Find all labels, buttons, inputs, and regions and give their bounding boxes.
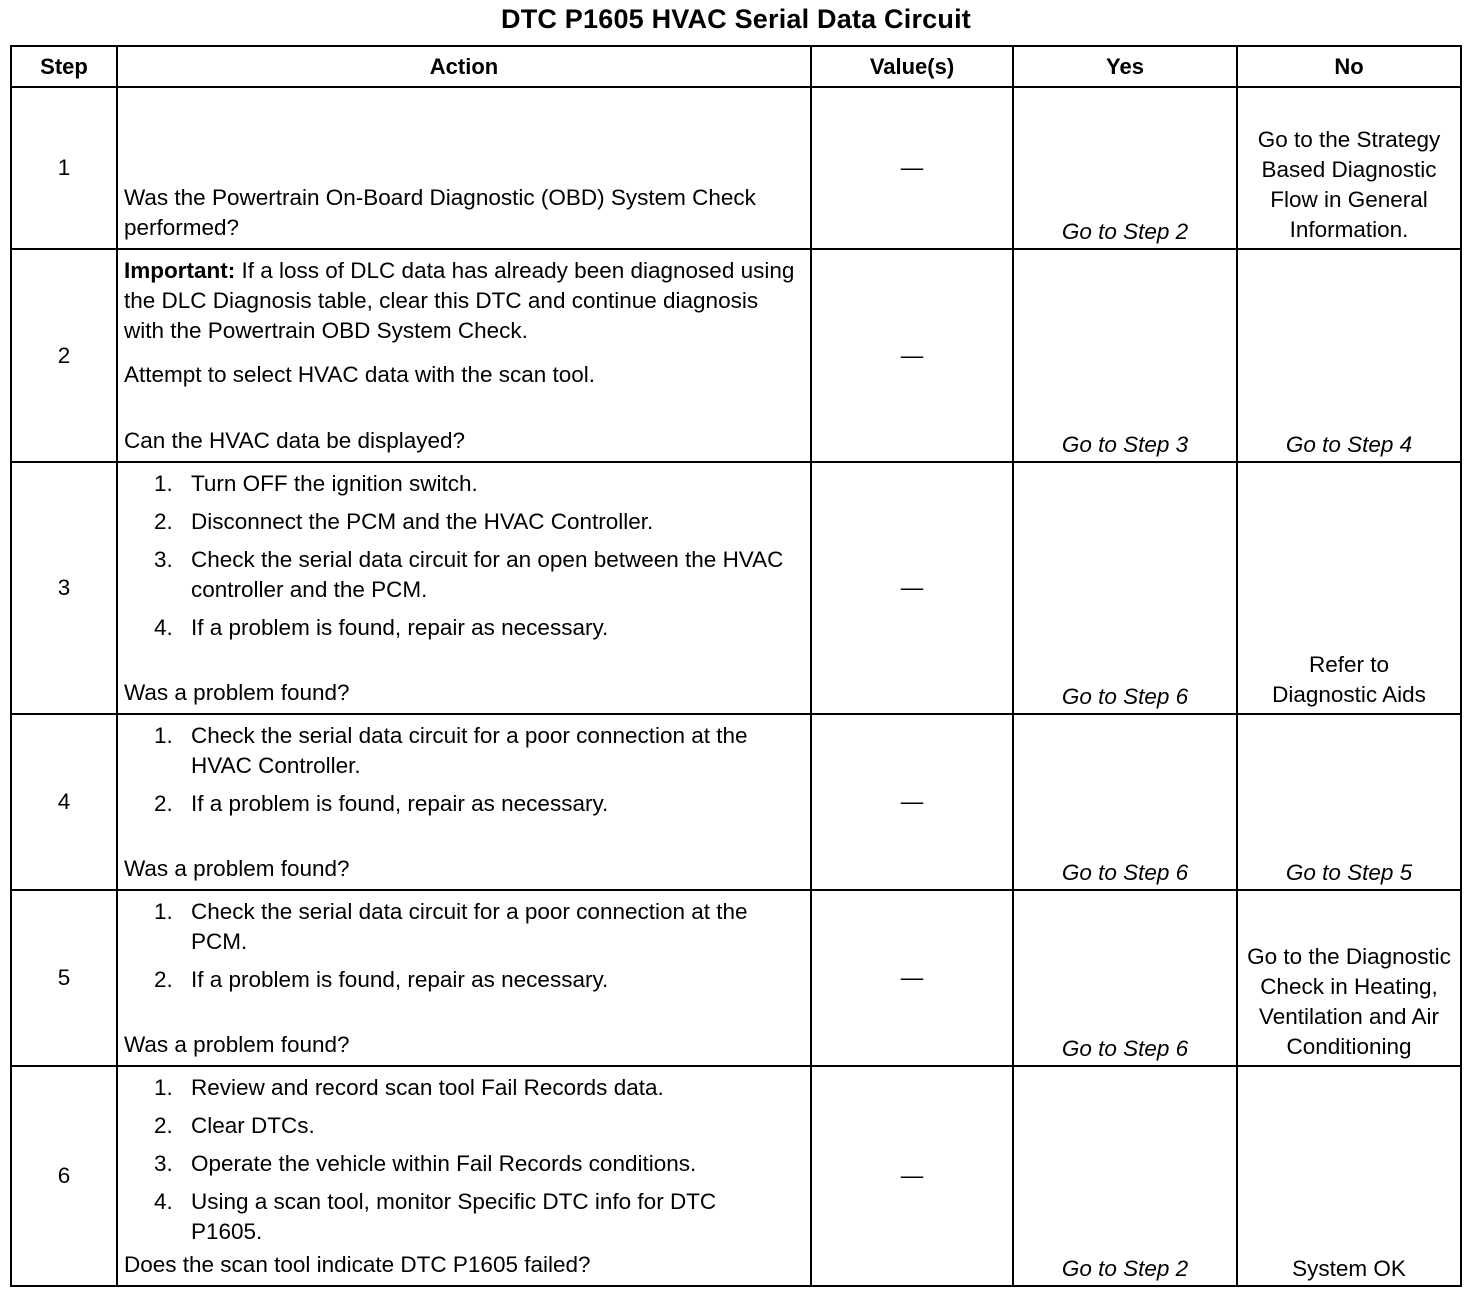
action-list: [124, 891, 804, 995]
yes-cell: Go to Step 2: [1013, 1066, 1237, 1286]
action-list: [124, 1067, 804, 1247]
action-cell: [117, 890, 811, 1066]
action-cell: [117, 249, 811, 462]
action-question: Was a problem found?: [124, 1032, 350, 1057]
no-cell: Go to the Diagnostic Check in Heating, Ventilation and Air Conditioning: [1237, 890, 1461, 1066]
yes-cell: Go to Step 6: [1013, 890, 1237, 1066]
value-cell: —: [811, 87, 1013, 249]
list-item: 1. Check the serial data circuit for a poor connection at the PCM.: [154, 899, 748, 954]
action-question: Was a problem found?: [124, 856, 350, 881]
value-cell: —: [811, 462, 1013, 714]
action-question: Does the scan tool indicate DTC P1605 failed?: [124, 1252, 591, 1277]
action-question: Was the Powertrain On-Board Diagnostic (OBD) System Check performed?: [124, 185, 756, 240]
header-values: Value(s): [811, 46, 1013, 87]
list-item: 1. Turn OFF the ignition switch.: [154, 471, 478, 496]
table-row: [11, 890, 1461, 1066]
no-cell: System OK: [1237, 1066, 1461, 1286]
list-item: 1. Review and record scan tool Fail Records data.: [154, 1075, 664, 1100]
list-item: 2. Clear DTCs.: [154, 1113, 315, 1138]
header-row: [11, 46, 1461, 87]
no-cell: Go to Step 4: [1237, 249, 1461, 462]
page-title: DTC P1605 HVAC Serial Data Circuit: [501, 4, 971, 34]
no-cell: Go to the Strategy Based Diagnostic Flow in General Information.: [1237, 87, 1461, 249]
diagnostic-table: [10, 45, 1462, 1287]
step-number: 3: [11, 462, 117, 714]
list-item: 2. Disconnect the PCM and the HVAC Controller.: [154, 509, 654, 534]
header-action: Action: [117, 46, 811, 87]
list-item: 2. If a problem is found, repair as necessary.: [154, 967, 609, 992]
value-cell: —: [811, 714, 1013, 890]
table-row: [11, 1066, 1461, 1286]
action-question: Can the HVAC data be displayed?: [124, 428, 466, 453]
action-list: [124, 463, 804, 643]
value-cell: —: [811, 249, 1013, 462]
no-cell: Go to Step 5: [1237, 714, 1461, 890]
step-number: 2: [11, 249, 117, 462]
action-cell: [117, 1066, 811, 1286]
action-question: Was a problem found?: [124, 680, 350, 705]
yes-cell: Go to Step 2: [1013, 87, 1237, 249]
action-cell: [117, 87, 811, 249]
header-no: No: [1237, 46, 1461, 87]
no-cell: Refer to Diagnostic Aids: [1237, 462, 1461, 714]
yes-cell: Go to Step 6: [1013, 714, 1237, 890]
important-label: Important:: [124, 258, 236, 283]
table-row: [11, 714, 1461, 890]
list-item: 1. Check the serial data circuit for a poor connection at the HVAC Controller.: [154, 723, 748, 778]
table-row: [11, 87, 1461, 249]
list-item: 4. Using a scan tool, monitor Specific DTC info for DTC P1605.: [154, 1189, 717, 1244]
important-text: If a loss of DLC data has already been diagnosed using the DLC Diagnosis table, clear this DTC and continue diagnosis with the Powertrain OBD System Check.: [124, 258, 795, 343]
yes-cell: Go to Step 6: [1013, 462, 1237, 714]
action-instruction: Attempt to select HVAC data with the scan tool.: [124, 362, 596, 387]
value-cell: —: [811, 1066, 1013, 1286]
important-note: [124, 250, 804, 346]
table-row: [11, 249, 1461, 462]
list-item: 3. Operate the vehicle within Fail Records conditions.: [154, 1151, 697, 1176]
header-yes: Yes: [1013, 46, 1237, 87]
step-number: 1: [11, 87, 117, 249]
action-cell: [117, 714, 811, 890]
yes-cell: Go to Step 3: [1013, 249, 1237, 462]
list-item: 2. If a problem is found, repair as necessary.: [154, 791, 609, 816]
action-cell: [117, 462, 811, 714]
action-list: [124, 715, 804, 819]
header-step: Step: [11, 46, 117, 87]
step-number: 4: [11, 714, 117, 890]
step-number: 5: [11, 890, 117, 1066]
step-number: 6: [11, 1066, 117, 1286]
list-item: 4. If a problem is found, repair as necessary.: [154, 615, 609, 640]
table-row: [11, 462, 1461, 714]
list-item: 3. Check the serial data circuit for an open between the HVAC controller and the PCM.: [154, 547, 784, 602]
value-cell: —: [811, 890, 1013, 1066]
